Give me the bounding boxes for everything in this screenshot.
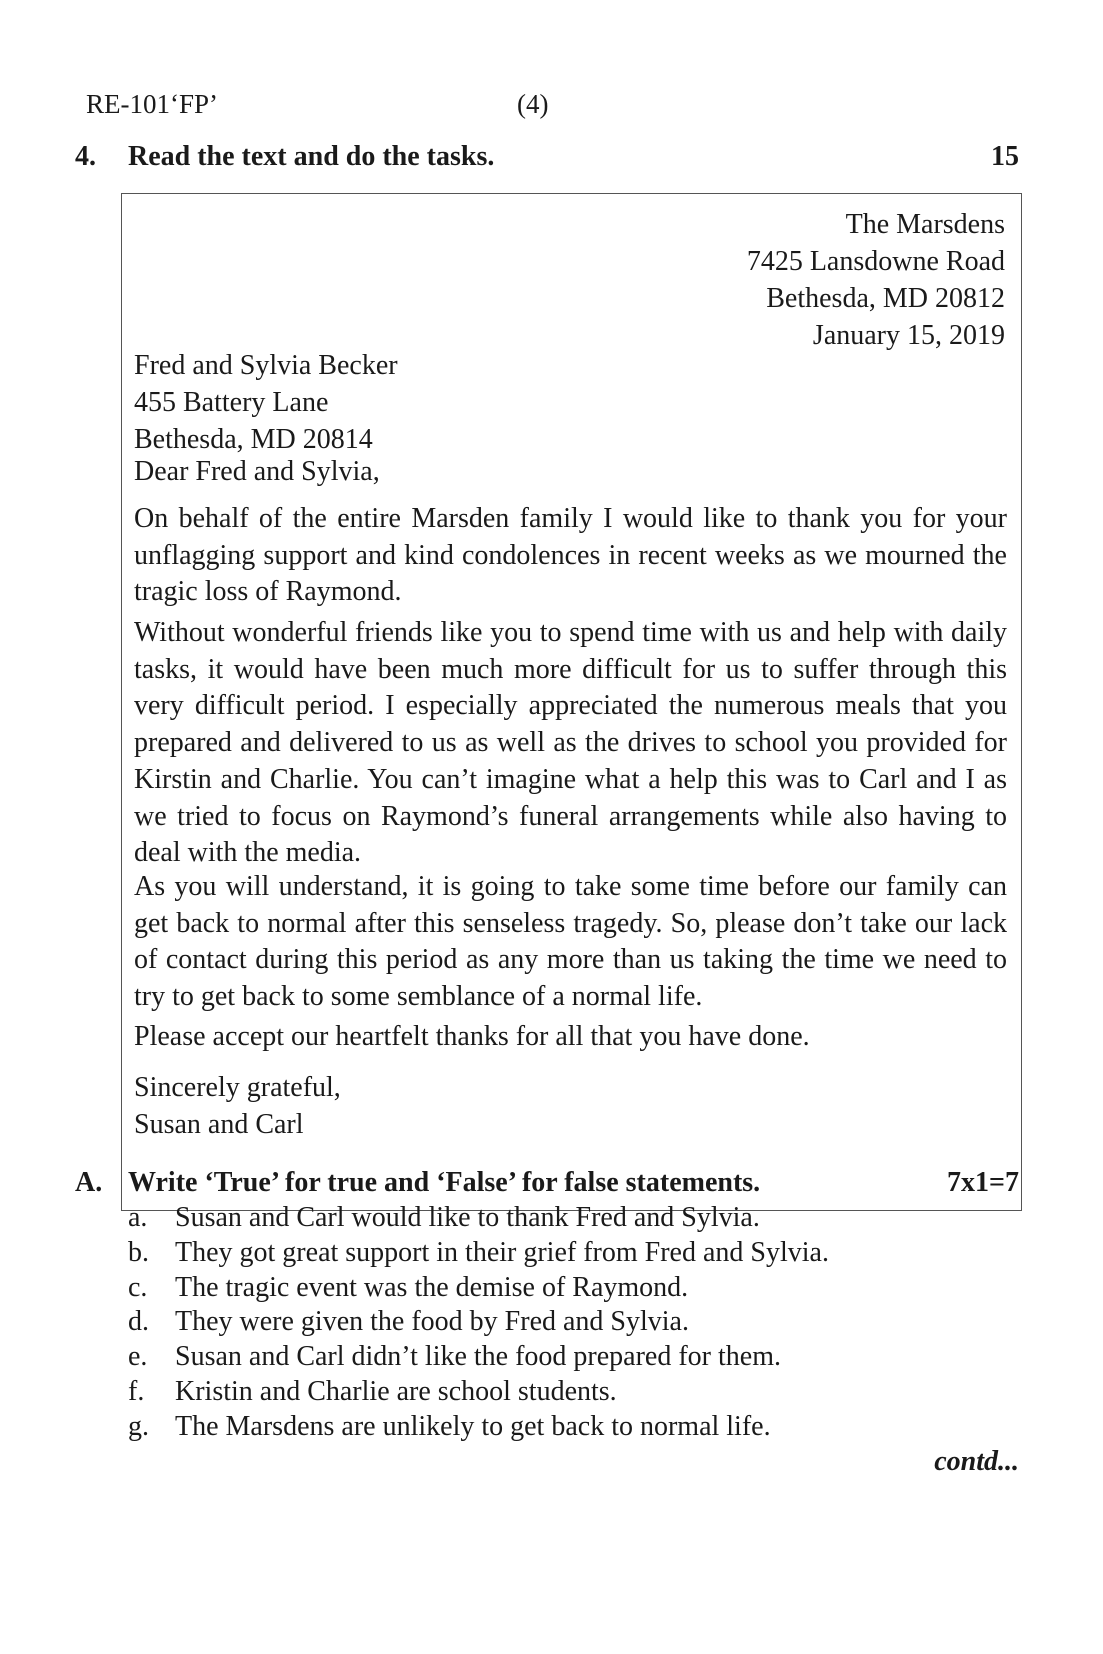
sender-line: Bethesda, MD 20812: [766, 283, 1005, 314]
paragraph-text: Without wonderful friends like you to spend time with us and help with daily tasks, it would have been much more difficult for us to suffer through this very difficult period. I especially appreciated the numerous meals that you prepared and delivered to us as well as the drives to school you provided for Kirstin and Charlie. You can’t imagine what a help this was to Carl and I as we tried to focus on Raymond’s funeral arrangements while also having to deal with the media.: [134, 617, 1007, 869]
section-label: A.: [75, 1167, 103, 1198]
continued-label: contd...: [934, 1446, 1019, 1477]
statement-item: [128, 1411, 771, 1443]
statement-item: [128, 1376, 617, 1408]
item-label: a.: [128, 1202, 148, 1233]
statement-item: [128, 1202, 760, 1234]
letter-box: [121, 193, 1022, 1211]
recipient-line: Bethesda, MD 20814: [134, 424, 373, 455]
item-text: They got great support in their grief from Fred and Sylvia.: [175, 1237, 829, 1268]
item-label: g.: [128, 1411, 149, 1442]
signature-text: Susan and Carl: [134, 1108, 304, 1140]
paragraph-text: On behalf of the entire Marsden family I would like to thank you for your unflagging support and kind condolences in recent weeks as we mourned the tragic loss of Raymond.: [134, 503, 1007, 608]
letter-paragraph-4: [134, 1019, 1007, 1056]
statement-item: [128, 1341, 781, 1373]
sender-line: The Marsdens: [845, 209, 1005, 240]
letter-paragraph-3: [134, 869, 1007, 1016]
letter-date: January 15, 2019: [812, 320, 1005, 351]
statement-item: [128, 1272, 688, 1304]
page-number: (4): [517, 89, 549, 119]
item-text: The Marsdens are unlikely to get back to normal life.: [175, 1411, 771, 1442]
recipient-line: 455 Battery Lane: [134, 387, 329, 418]
item-label: d.: [128, 1306, 149, 1337]
sender-address: [747, 206, 1005, 354]
question-marks: 15: [991, 141, 1019, 172]
item-label: e.: [128, 1341, 148, 1372]
letter-closing: [134, 1070, 1007, 1143]
sender-line: 7425 Lansdowne Road: [746, 246, 1005, 277]
paragraph-text: Please accept our heartfelt thanks for all that you have done.: [134, 1021, 810, 1052]
item-label: f.: [128, 1376, 145, 1407]
question-number: 4.: [75, 141, 96, 172]
salutation: Dear Fred and Sylvia,: [134, 456, 380, 487]
letter-paragraph-1: [134, 501, 1007, 611]
item-text: They were given the food by Fred and Sylvia.: [175, 1306, 689, 1337]
letter-paragraph-2: [134, 615, 1007, 872]
question-title: Read the text and do the tasks.: [128, 141, 495, 172]
recipient-address: [134, 347, 398, 458]
exam-code: RE-101‘FP’: [86, 89, 219, 119]
item-text: Kristin and Charlie are school students.: [175, 1376, 617, 1407]
item-text: Susan and Carl would like to thank Fred and Sylvia.: [175, 1202, 760, 1233]
section-instruction: Write ‘True’ for true and ‘False’ for false statements.: [128, 1167, 761, 1198]
item-text: The tragic event was the demise of Raymond.: [175, 1272, 689, 1303]
statement-item: [128, 1306, 689, 1338]
section-marks: 7x1=7: [947, 1167, 1019, 1198]
recipient-line: Fred and Sylvia Becker: [134, 350, 398, 381]
paragraph-text: As you will understand, it is going to take some time before our family can get back to normal after this senseless tragedy. So, please don’t take our lack of contact during this period as any more than us taking the time we need to try to get back to some semblance of a normal life.: [134, 871, 1007, 1013]
statement-item: [128, 1237, 829, 1269]
item-label: c.: [128, 1272, 148, 1303]
closing-text: Sincerely grateful,: [134, 1072, 341, 1103]
item-label: b.: [128, 1237, 149, 1268]
item-text: Susan and Carl didn’t like the food prepared for them.: [175, 1341, 781, 1372]
